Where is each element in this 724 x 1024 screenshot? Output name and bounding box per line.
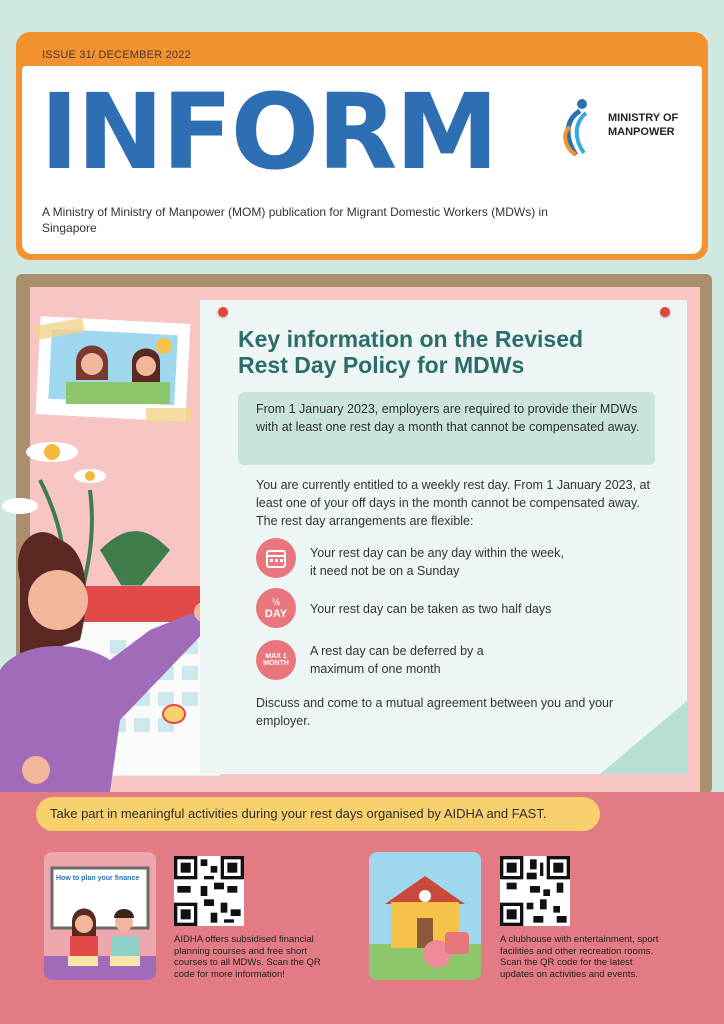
article-title: Key information on the Revised Rest Day Policy for MDWs [238, 326, 584, 378]
highlight-text: From 1 January 2023, employers are required to provide their MDWs with at least one rest day a month that cannot be compensated away. [256, 402, 640, 434]
max-month-icon: MAX 1 MONTH [256, 640, 296, 680]
pin-icon [218, 307, 228, 317]
half-day-icon: ½ DAY [256, 588, 296, 628]
clubhouse-image [369, 852, 481, 980]
qr-code-icon[interactable] [174, 856, 244, 926]
mom-logo-text: MINISTRY OF MANPOWER [608, 112, 679, 138]
calendar-icon [256, 538, 296, 578]
cta-text: Take part in meaningful activities during your rest days organised by AIDHA and FAST. [50, 806, 547, 821]
masthead-title: INFORM [40, 71, 497, 193]
tagline: A Ministry of Ministry of Manpower (MOM) publication for Migrant Domestic Workers (MDWs) in Singapore [42, 205, 548, 235]
bullet-text: Your rest day can be any day within the week, it need not be on a Sunday [310, 546, 564, 578]
issue-label: ISSUE 31/ DECEMBER 2022 [42, 49, 191, 61]
finance-course-image [44, 852, 156, 980]
closing-text: Discuss and come to a mutual agreement between you and your employer. [256, 696, 614, 728]
activity-caption: A clubhouse with entertainment, sport facilities and other recreation rooms. Scan the QR code for the latest updates on activities and events. [500, 934, 659, 980]
image-caption: How to plan your finance [56, 875, 140, 882]
bullet-text: Your rest day can be taken as two half days [310, 602, 552, 616]
pin-icon [660, 307, 670, 317]
qr-code-icon[interactable] [500, 856, 570, 926]
bullet-text: A rest day can be deferred by a maximum of one month [310, 644, 484, 676]
activity-caption: AIDHA offers subsidised financial planning courses and free short courses to all MDWs. Scan the QR code for more information! [174, 934, 321, 980]
mom-logo-icon [560, 97, 606, 159]
intro-text: You are currently entitled to a weekly rest day. From 1 January 2023, at least one of your off days in the month cannot be compensated away. The rest day arrangements are flexible: [256, 478, 650, 528]
